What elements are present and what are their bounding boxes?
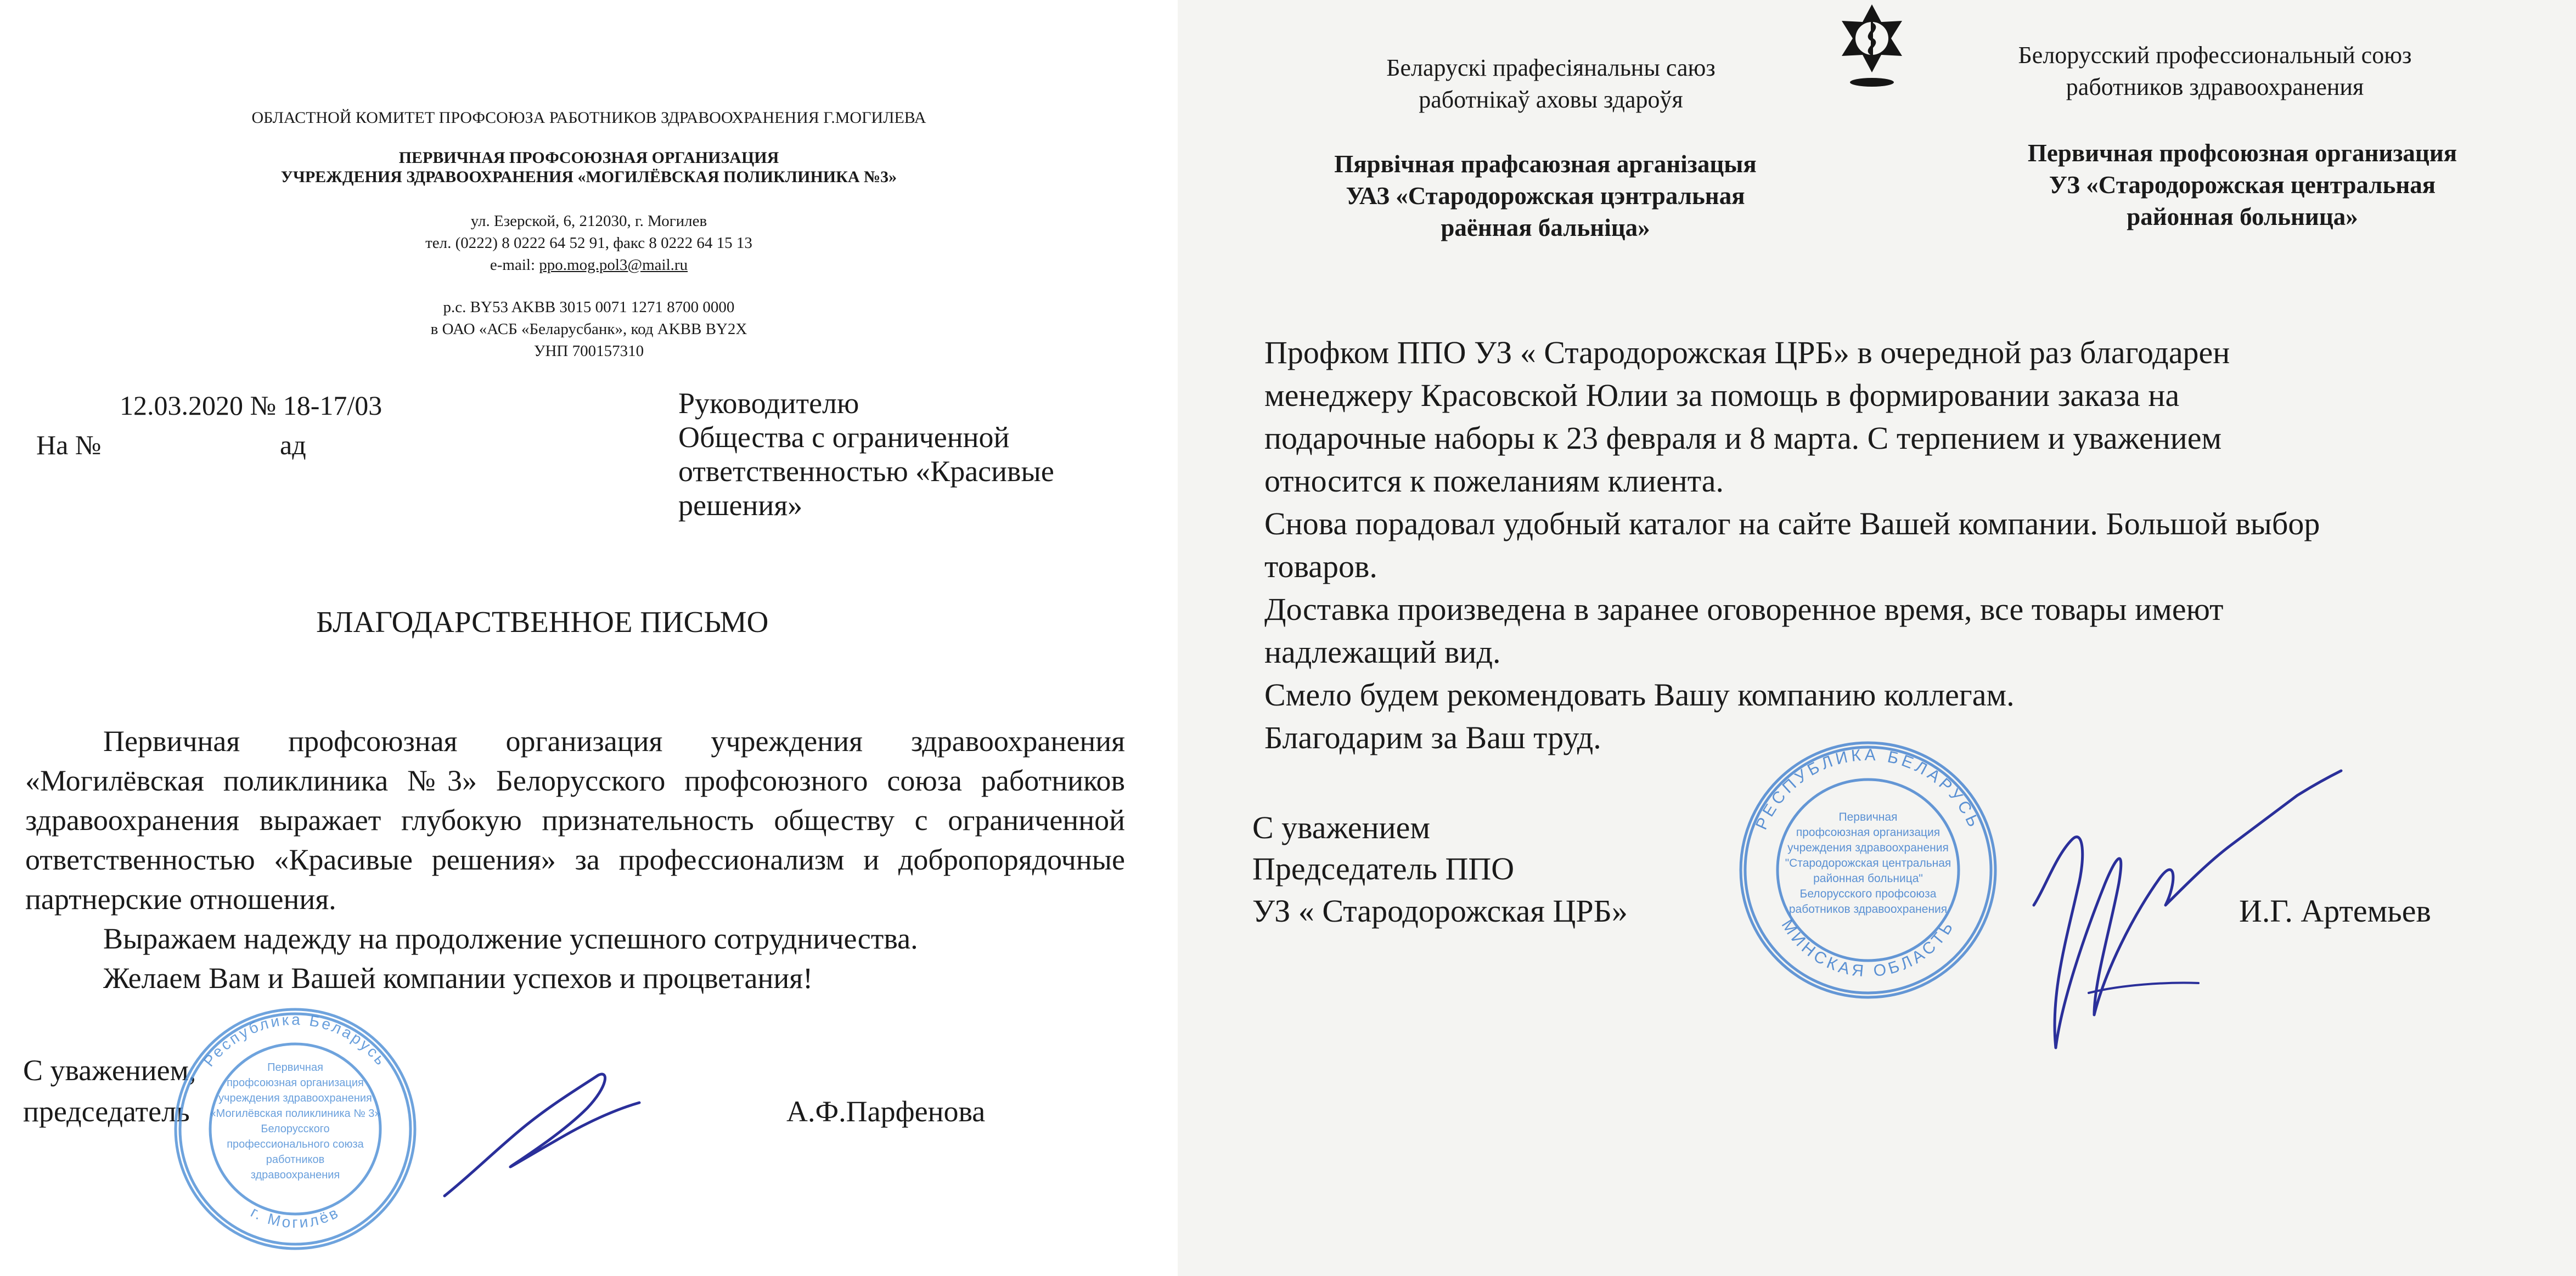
body-line: Доставка произведена в заранее оговоренное время, все товары имеют xyxy=(1264,591,2224,627)
bank-name: в ОАО «АСБ «Беларусбанк», код AKBB BY2X xyxy=(430,320,747,338)
svg-text:профсоюзная организация: профсоюзная организация xyxy=(227,1077,364,1089)
signature-right xyxy=(2012,763,2352,1070)
addressee-line: ответственностью «Красивые xyxy=(678,455,1054,488)
organization-stamp xyxy=(1736,738,2000,1002)
stamp-inner-text xyxy=(210,1062,380,1181)
org-address: ул. Езерской, 6, 212030, г. Могилев xyxy=(470,212,707,230)
regards-text: С уважением xyxy=(1252,810,1431,845)
body-line: относится к пожеланиям клиента. xyxy=(1264,463,1724,499)
unp-number: УНП 700157310 xyxy=(533,342,644,360)
date-number: 12.03.2020 № 18-17/03 xyxy=(120,390,383,421)
addressee-line: Общества с ограниченной xyxy=(678,421,1010,454)
svg-text:районная больница": районная больница" xyxy=(1813,872,1923,885)
org-name-line1: ПЕРВИЧНАЯ ПРОФСОЮЗНАЯ ОРГАНИЗАЦИЯ xyxy=(398,149,779,167)
svg-text:профсоюзная организация: профсоюзная организация xyxy=(1796,826,1941,839)
stamp-ring-top: РЕСПУБЛИКА БЕЛАРУСЬ xyxy=(1752,746,1984,833)
addressee-line: Руководителю xyxy=(678,387,859,420)
svg-text:Белорусского профсоюза: Белорусского профсоюза xyxy=(1799,888,1937,900)
svg-text:профессионального союза: профессионального союза xyxy=(227,1138,364,1150)
svg-text:Белорусского: Белорусского xyxy=(261,1123,330,1135)
stamp-ring-bottom: г. Могилёв xyxy=(248,1203,343,1232)
addressee-block xyxy=(678,386,1054,522)
body-line: Профком ППО УЗ « Стародорожская ЦРБ» в очередной раз благодарен xyxy=(1264,335,2230,370)
body-line: надлежащий вид. xyxy=(1264,634,1501,670)
org-name-by-line2: УАЗ «Стародорожская цэнтральная xyxy=(1346,182,1745,210)
svg-text:учреждения здравоохранения: учреждения здравоохранения xyxy=(1787,842,1949,854)
reference-ad: ад xyxy=(280,430,306,460)
body-line: подарочные наборы к 23 февраля и 8 марта. С терпением и уважением xyxy=(1264,420,2222,456)
union-name-ru-line2: работников здравоохранения xyxy=(2066,74,2364,100)
signatory-name: И.Г. Артемьев xyxy=(2239,893,2431,929)
union-name-by-line2: работнікаў аховы здароўя xyxy=(1419,86,1683,113)
bank-account: р.с. BY53 AKBB 3015 0071 1271 8700 0000 xyxy=(443,298,735,316)
signatory-name: А.Ф.Парфенова xyxy=(786,1095,986,1128)
org-name-by-line3: раённая бальніца» xyxy=(1441,214,1650,241)
union-emblem-icon xyxy=(1831,0,1913,93)
letter-paragraph-1: Первичная профсоюзная организация учреждения здравоохранения «Могилёвская поликлиника №3» Белорусского профсоюзного союза работников здравоохранения выражает глубокую признательность обществу с ограниченной ответственностью «Красивые решения» за профессионализм и добропорядочные партнерские отношения. xyxy=(25,725,1125,916)
committee-header: ОБЛАСТНОЙ КОМИТЕТ ПРОФСОЮЗА РАБОТНИКОВ ЗДРАВООХРАНЕНИЯ Г.МОГИЛЕВА xyxy=(251,109,926,127)
svg-text:работников: работников xyxy=(266,1154,325,1166)
svg-text:Первичная: Первичная xyxy=(267,1062,323,1074)
reference-number: На № xyxy=(36,430,102,460)
org-name-ru-line3: районная больница» xyxy=(2127,203,2358,230)
body-line: Снова порадовал удобный каталог на сайте Вашей компании. Большой выбор xyxy=(1264,506,2320,541)
letter-body xyxy=(1264,331,2320,759)
svg-text:Первичная: Первичная xyxy=(1838,811,1898,823)
org-name-line2: УЧРЕЖДЕНИЯ ЗДРАВООХРАНЕНИЯ «МОГИЛЁВСКАЯ ПОЛИКЛИНИКА №3» xyxy=(280,168,897,186)
right-letter xyxy=(1178,0,2576,1276)
svg-text:работников здравоохранения: работников здравоохранения xyxy=(1788,903,1948,916)
org-phone: тел. (0222) 8 0222 64 52 91, факс 8 0222 64 15 13 xyxy=(425,234,752,252)
union-name-ru-line1: Белорусский профессиональный союз xyxy=(2018,42,2412,69)
stamp-ring-top: Республика Беларусь xyxy=(200,1010,391,1070)
union-name-by-line1: Беларускі прафесіянальны саюз xyxy=(1386,54,1716,81)
position-text: председатель xyxy=(23,1095,190,1128)
letter-paragraph-3: Желаем Вам и Вашей компании успехов и процветания! xyxy=(103,962,813,995)
svg-text:«Могилёвская поликлиника № 3»: «Могилёвская поликлиника № 3» xyxy=(210,1108,381,1120)
left-letter xyxy=(0,0,1178,1276)
body-line: менеджеру Красовской Юлии за помощь в формировании заказа на xyxy=(1264,377,2180,413)
letter-title: БЛАГОДАРСТВЕННОЕ ПИСЬМО xyxy=(316,605,769,639)
position-line1: Председатель ППО xyxy=(1252,851,1515,887)
org-name-ru-line2: УЗ «Стародорожская центральная xyxy=(2049,171,2436,199)
letter-paragraph-2: Выражаем надежду на продолжение успешного сотрудничества. xyxy=(103,922,918,955)
org-email xyxy=(0,255,1178,275)
svg-text:"Стародорожская центральная: "Стародорожская центральная xyxy=(1785,857,1951,870)
stamp-rings xyxy=(1741,743,1995,997)
addressee-line: решения» xyxy=(678,489,803,522)
regards-text: С уважением, xyxy=(23,1054,196,1087)
signature-left xyxy=(434,1064,653,1212)
svg-text:учреждения здравоохранения: учреждения здравоохранения xyxy=(218,1092,372,1104)
stamp-inner-text xyxy=(1785,811,1951,916)
body-line: Смело будем рекомендовать Вашу компанию коллегам. xyxy=(1264,677,2015,713)
stamp-ring-bottom: МИНСКАЯ ОБЛАСТЬ xyxy=(1778,916,1959,981)
org-name-by-line1: Пярвічная прафсаюзная арганізацыя xyxy=(1334,150,1757,178)
position-line2: УЗ « Стародорожская ЦРБ» xyxy=(1252,893,1628,929)
body-line: Благодарим за Ваш труд. xyxy=(1264,720,1601,755)
body-line: товаров. xyxy=(1264,549,1377,584)
email-label: e-mail: xyxy=(490,256,539,274)
org-name-ru-line1: Первичная профсоюзная организация xyxy=(2027,139,2457,167)
svg-text:здравоохранения: здравоохранения xyxy=(250,1169,340,1181)
email-link[interactable]: ppo.mog.pol3@mail.ru xyxy=(539,256,688,274)
organization-stamp xyxy=(171,1005,419,1253)
